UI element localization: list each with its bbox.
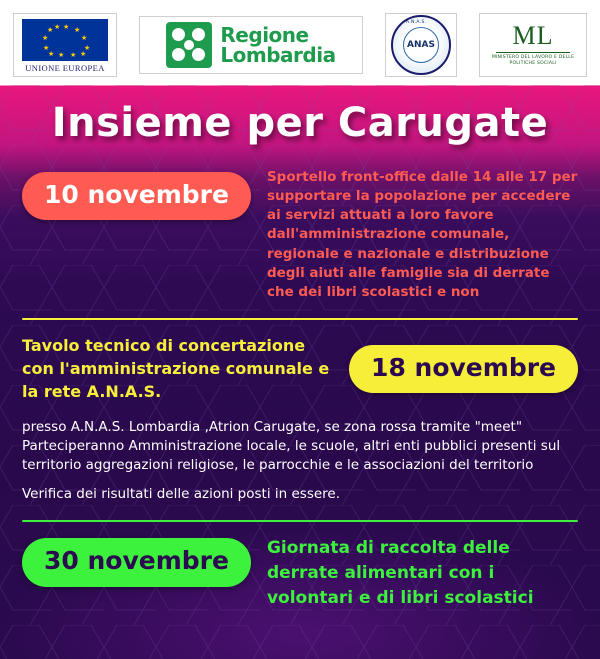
section-18-novembre-notes bbox=[22, 418, 578, 505]
section-30-novembre bbox=[22, 536, 578, 610]
page-title: Insieme per Carugate bbox=[51, 100, 549, 146]
anas-badge-icon bbox=[391, 15, 451, 75]
lombardia-line-2: Lombardia bbox=[220, 43, 336, 67]
content-area bbox=[0, 168, 600, 610]
eu-flag-icon: ★ ★ ★ ★ ★ ★ ★ ★ ★ ★ ★ ★ bbox=[22, 19, 108, 61]
lombardia-line-1: Regione bbox=[220, 23, 309, 47]
ministero-monogram: ML bbox=[512, 21, 554, 51]
anas-logo bbox=[385, 13, 457, 77]
section-10-novembre-text: Sportello front-office dalle 14 alle 17 per supportare la popolazione per accedere ai servizi attuati a loro favore dall'amministrazione comunale, regionale e nazionale e distribuzione degli aiuti alle famiglie sia di derrate che dei libri scolastici e non bbox=[266, 169, 578, 300]
section-30-novembre-text: Giornata di raccolta delle derrate alimentari con i volontari e di libri scolastici bbox=[266, 538, 534, 608]
ministero-divider bbox=[496, 52, 570, 53]
eu-logo-caption: UNIONE EUROPEA bbox=[25, 62, 105, 73]
regione-lombardia-logo bbox=[139, 16, 363, 74]
date-badge-18-novembre: 18 novembre bbox=[349, 345, 578, 393]
lombardia-wordmark bbox=[220, 25, 335, 65]
date-badge-10-novembre: 10 novembre bbox=[22, 172, 251, 220]
ministero-caption: MINISTERO DEL LAVORO E DELLE POLITICHE SOCIALI bbox=[491, 55, 575, 66]
logo-bar bbox=[0, 0, 600, 86]
anas-inner-text: ANAS bbox=[403, 27, 439, 63]
section-10-novembre bbox=[22, 168, 578, 302]
title-area bbox=[0, 100, 600, 146]
lombardia-rose-icon bbox=[166, 22, 212, 68]
section-18-novembre-note-2: Verifica dei risultati delle azioni posti in essere. bbox=[22, 486, 341, 503]
european-union-logo bbox=[13, 13, 117, 77]
section-18-novembre-text: Tavolo tecnico di concertazione con l'amministrazione comunale e la rete A.N.A.S. bbox=[22, 336, 330, 402]
anas-ring-text: A.N.A.S. bbox=[406, 20, 427, 25]
section-18-novembre bbox=[22, 334, 578, 404]
divider-1 bbox=[22, 318, 578, 320]
section-18-novembre-note-1: presso A.N.A.S. Lombardia ,Atrion Carugate, se zona rossa tramite "meet" Parteciperanno Amministrazione locale, le scuole, altri enti pubblici presenti sul territorio aggregazioni religiose, le parrocchie e le associazioni del territorio bbox=[22, 418, 561, 473]
date-badge-30-novembre: 30 novembre bbox=[22, 538, 251, 586]
divider-2 bbox=[22, 520, 578, 522]
ministero-lavoro-logo bbox=[479, 13, 587, 77]
